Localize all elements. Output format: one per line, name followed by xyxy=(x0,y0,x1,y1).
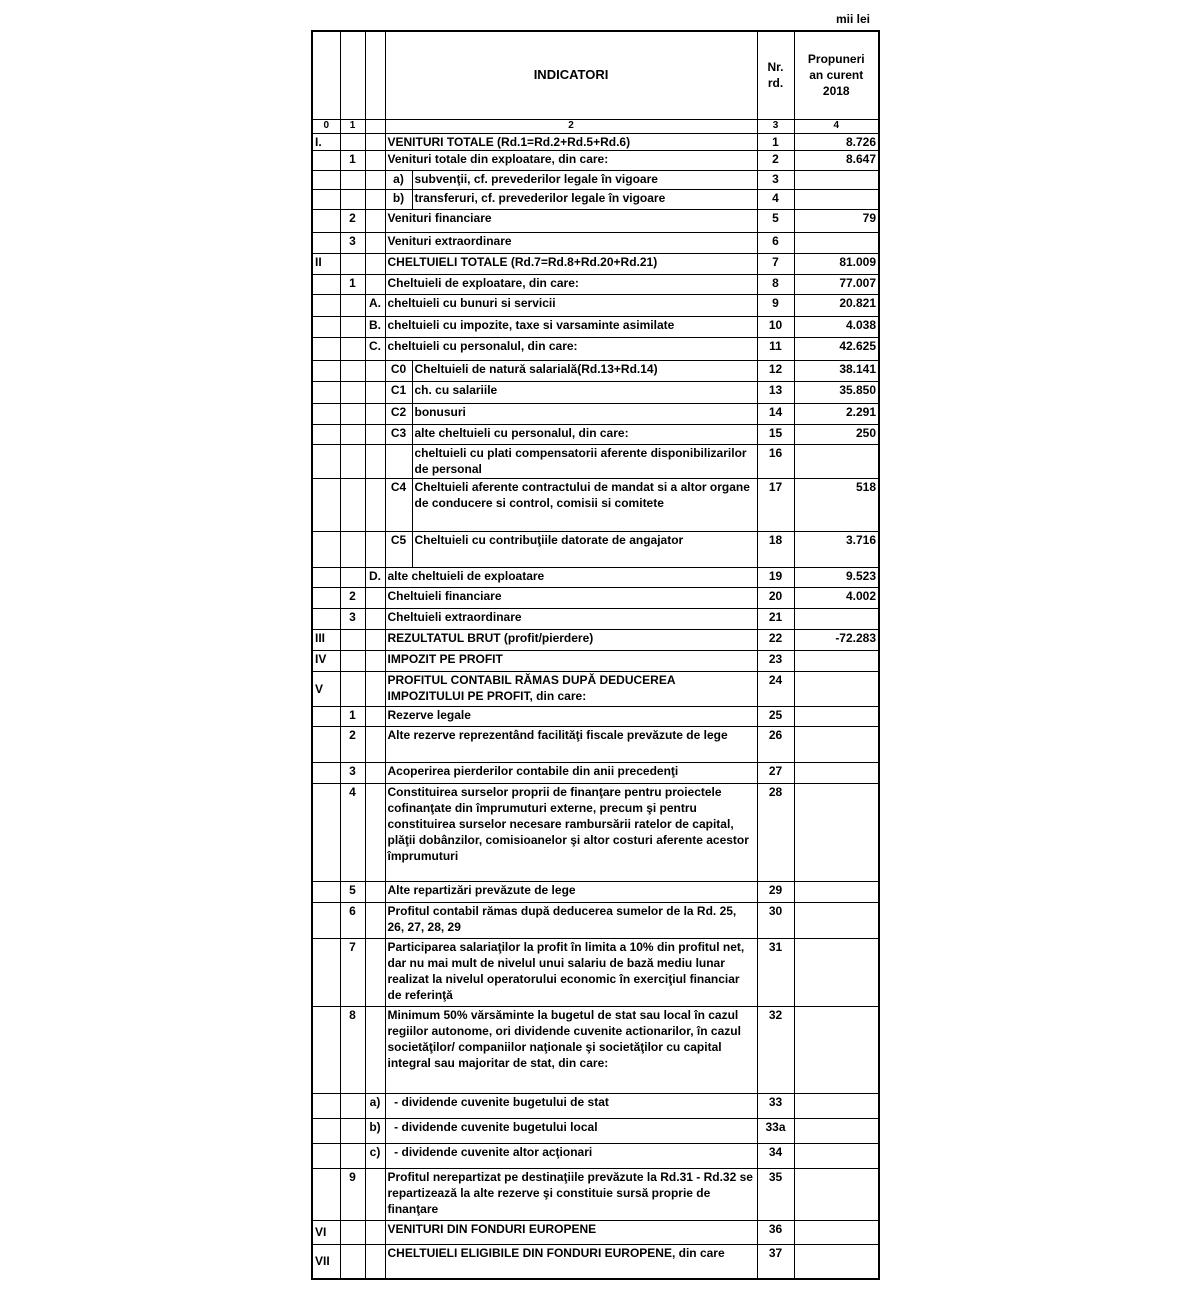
table-row xyxy=(312,150,879,170)
indicator-label: CHELTUIELI TOTALE (Rd.7=Rd.8+Rd.20+Rd.21) xyxy=(385,253,757,274)
row-number: 20 xyxy=(757,587,794,608)
row-number: 21 xyxy=(757,608,794,629)
sub-label: C2 xyxy=(385,403,412,424)
indicator-label: Cheltuieli aferente contractului de mandat si a altor organe de conducere si control, comisii si comitete xyxy=(412,478,757,531)
indicator-label: Rezerve legale xyxy=(385,706,757,726)
item-number: 2 xyxy=(340,587,365,608)
table-row xyxy=(312,274,879,294)
table-row xyxy=(312,762,879,783)
row-number: 33a xyxy=(757,1118,794,1143)
row-value: 20.821 xyxy=(794,294,879,316)
row-number: 27 xyxy=(757,762,794,783)
table-row xyxy=(312,403,879,424)
indicator-label: - dividende cuvenite bugetului de stat xyxy=(385,1093,757,1118)
row-value: 42.625 xyxy=(794,337,879,360)
column-number: 4 xyxy=(794,119,879,133)
row-value xyxy=(794,706,879,726)
table-row xyxy=(312,133,879,150)
header-nr-rd: Nr. rd. xyxy=(757,31,794,119)
row-value: 2.291 xyxy=(794,403,879,424)
row-number: 22 xyxy=(757,629,794,650)
table-row xyxy=(312,629,879,650)
indicator-label: bonusuri xyxy=(412,403,757,424)
row-number: 28 xyxy=(757,783,794,881)
indicator-label: cheltuieli cu bunuri si servicii xyxy=(385,294,757,316)
row-value xyxy=(794,783,879,881)
row-value: 81.009 xyxy=(794,253,879,274)
sub-label xyxy=(385,444,412,478)
item-number: 2 xyxy=(340,726,365,762)
indicator-label: Acoperirea pierderilor contabile din anii precedenţi xyxy=(385,762,757,783)
column-number-row xyxy=(312,119,879,133)
table-row xyxy=(312,209,879,232)
item-number: 2 xyxy=(340,209,365,232)
header-blank-1 xyxy=(340,31,365,119)
budget-table xyxy=(311,30,880,1280)
table-row xyxy=(312,650,879,671)
item-number: 6 xyxy=(340,902,365,938)
indicator-label: Minimum 50% vărsăminte la bugetul de stat sau local în cazul regiilor autonome, ori dividende cuvenite actionarilor, în cazul societăţilor/ companiilor naţionale şi societăţilor cu capital integral sau majoritar de stat, din care: xyxy=(385,1006,757,1093)
indicator-label: ch. cu salariile xyxy=(412,381,757,403)
row-number: 1 xyxy=(757,133,794,150)
letter-label: b) xyxy=(365,1118,385,1143)
header-blank-0 xyxy=(312,31,340,119)
column-number: 2 xyxy=(385,119,757,133)
row-number: 14 xyxy=(757,403,794,424)
row-value: 8.647 xyxy=(794,150,879,170)
row-number: 4 xyxy=(757,189,794,209)
row-number: 10 xyxy=(757,316,794,337)
table-row xyxy=(312,587,879,608)
sub-label: C0 xyxy=(385,360,412,381)
indicator-label: Venituri extraordinare xyxy=(385,232,757,253)
table-row xyxy=(312,531,879,567)
row-value xyxy=(794,1168,879,1220)
row-number: 17 xyxy=(757,478,794,531)
table-row xyxy=(312,726,879,762)
item-number: 1 xyxy=(340,150,365,170)
row-value: 77.007 xyxy=(794,274,879,294)
column-number-blank xyxy=(365,119,385,133)
table-row xyxy=(312,1093,879,1118)
header-propuneri: Propuneri an curent 2018 xyxy=(794,31,879,119)
table-row xyxy=(312,316,879,337)
table-row xyxy=(312,1143,879,1168)
row-number: 2 xyxy=(757,150,794,170)
indicator-label: Cheltuieli cu contribuţiile datorate de angajator xyxy=(412,531,757,567)
row-value: 4.002 xyxy=(794,587,879,608)
table-row xyxy=(312,478,879,531)
column-number: 1 xyxy=(340,119,365,133)
row-number: 29 xyxy=(757,881,794,902)
letter-label: C. xyxy=(365,337,385,360)
letter-label: A. xyxy=(365,294,385,316)
section-roman: VI xyxy=(312,1220,340,1244)
section-roman: III xyxy=(312,629,340,650)
letter-label: c) xyxy=(365,1143,385,1168)
table-row xyxy=(312,783,879,881)
sub-label: C3 xyxy=(385,424,412,444)
indicator-label: Cheltuieli de natură salarială(Rd.13+Rd.14) xyxy=(412,360,757,381)
row-number: 18 xyxy=(757,531,794,567)
indicator-label: Constituirea surselor proprii de finanţare pentru proiectele cofinanţate din împrumuturi externe, precum şi pentru constituirea surselor necesare rambursării ratelor de capital, plăţii dobânzilor, comisioanelor şi altor costuri aferente acestor împrumuturi xyxy=(385,783,757,881)
row-value: 3.716 xyxy=(794,531,879,567)
row-value xyxy=(794,650,879,671)
table-row xyxy=(312,337,879,360)
indicator-label: Profitul contabil rămas după deducerea sumelor de la Rd. 25, 26, 27, 28, 29 xyxy=(385,902,757,938)
table-row xyxy=(312,608,879,629)
indicator-label: cheltuieli cu personalul, din care: xyxy=(385,337,757,360)
row-number: 34 xyxy=(757,1143,794,1168)
row-value xyxy=(794,1244,879,1279)
item-number: 3 xyxy=(340,608,365,629)
section-roman: IV xyxy=(312,650,340,671)
row-value xyxy=(794,1093,879,1118)
row-value xyxy=(794,762,879,783)
table-row xyxy=(312,294,879,316)
indicator-label: alte cheltuieli cu personalul, din care: xyxy=(412,424,757,444)
indicator-label: VENITURI TOTALE (Rd.1=Rd.2+Rd.5+Rd.6) xyxy=(385,133,757,150)
row-number: 32 xyxy=(757,1006,794,1093)
indicator-label: Cheltuieli de exploatare, din care: xyxy=(385,274,757,294)
row-value xyxy=(794,1220,879,1244)
sub-label: C4 xyxy=(385,478,412,531)
sub-label: C5 xyxy=(385,531,412,567)
item-number: 8 xyxy=(340,1006,365,1093)
sub-label: a) xyxy=(385,170,412,189)
table-row xyxy=(312,253,879,274)
row-value xyxy=(794,608,879,629)
row-number: 35 xyxy=(757,1168,794,1220)
row-number: 19 xyxy=(757,567,794,587)
table-row xyxy=(312,567,879,587)
indicator-label: Alte rezerve reprezentând facilităţi fiscale prevăzute de lege xyxy=(385,726,757,762)
row-number: 8 xyxy=(757,274,794,294)
column-number: 3 xyxy=(757,119,794,133)
row-number: 37 xyxy=(757,1244,794,1279)
row-number: 11 xyxy=(757,337,794,360)
row-value xyxy=(794,881,879,902)
row-value xyxy=(794,938,879,1006)
table-row xyxy=(312,189,879,209)
row-number: 5 xyxy=(757,209,794,232)
row-value: 518 xyxy=(794,478,879,531)
row-value xyxy=(794,232,879,253)
indicator-label: - dividende cuvenite bugetului local xyxy=(385,1118,757,1143)
item-number: 1 xyxy=(340,274,365,294)
row-number: 16 xyxy=(757,444,794,478)
row-number: 6 xyxy=(757,232,794,253)
indicator-label: Cheltuieli financiare xyxy=(385,587,757,608)
row-value: 250 xyxy=(794,424,879,444)
table-row xyxy=(312,1244,879,1279)
section-roman: V xyxy=(312,671,340,706)
row-number: 9 xyxy=(757,294,794,316)
row-number: 15 xyxy=(757,424,794,444)
row-value xyxy=(794,671,879,706)
indicator-label: VENITURI DIN FONDURI EUROPENE xyxy=(385,1220,757,1244)
row-value: 35.850 xyxy=(794,381,879,403)
indicator-label: cheltuieli cu plati compensatorii aferente disponibilizarilor de personal xyxy=(412,444,757,478)
letter-label: B. xyxy=(365,316,385,337)
item-number: 3 xyxy=(340,762,365,783)
section-roman: VII xyxy=(312,1244,340,1279)
table-row xyxy=(312,1006,879,1093)
indicator-label: transferuri, cf. prevederilor legale în vigoare xyxy=(412,189,757,209)
indicator-label: alte cheltuieli de exploatare xyxy=(385,567,757,587)
row-value xyxy=(794,1006,879,1093)
table-row xyxy=(312,881,879,902)
row-number: 36 xyxy=(757,1220,794,1244)
row-value: 8.726 xyxy=(794,133,879,150)
indicator-label: Venituri totale din exploatare, din care: xyxy=(385,150,757,170)
row-value: 4.038 xyxy=(794,316,879,337)
indicator-label: REZULTATUL BRUT (profit/pierdere) xyxy=(385,629,757,650)
sub-label: b) xyxy=(385,189,412,209)
row-number: 23 xyxy=(757,650,794,671)
sub-label: C1 xyxy=(385,381,412,403)
indicator-label: Alte repartizări prevăzute de lege xyxy=(385,881,757,902)
header-indicatori: INDICATORI xyxy=(385,31,757,119)
row-value xyxy=(794,1118,879,1143)
table-row xyxy=(312,424,879,444)
row-number: 25 xyxy=(757,706,794,726)
indicator-label: Venituri financiare xyxy=(385,209,757,232)
letter-label: D. xyxy=(365,567,385,587)
row-value xyxy=(794,444,879,478)
table-row xyxy=(312,381,879,403)
item-number: 7 xyxy=(340,938,365,1006)
indicator-label: Profitul nerepartizat pe destinaţiile prevăzute la Rd.31 - Rd.32 se repartizează la alte rezerve şi constituie sursă proprie de finanţare xyxy=(385,1168,757,1220)
row-number: 7 xyxy=(757,253,794,274)
row-value: -72.283 xyxy=(794,629,879,650)
table-row xyxy=(312,706,879,726)
row-number: 24 xyxy=(757,671,794,706)
table-row xyxy=(312,170,879,189)
indicator-label: cheltuieli cu impozite, taxe si varsaminte asimilate xyxy=(385,316,757,337)
row-number: 33 xyxy=(757,1093,794,1118)
column-number: 0 xyxy=(312,119,340,133)
row-number: 3 xyxy=(757,170,794,189)
row-number: 30 xyxy=(757,902,794,938)
unit-label: mii lei xyxy=(836,12,871,26)
row-value xyxy=(794,902,879,938)
row-value xyxy=(794,726,879,762)
indicator-label: CHELTUIELI ELIGIBILE DIN FONDURI EUROPENE, din care xyxy=(385,1244,757,1279)
item-number: 1 xyxy=(340,706,365,726)
table-row xyxy=(312,444,879,478)
item-number: 4 xyxy=(340,783,365,881)
row-value xyxy=(794,1143,879,1168)
row-number: 26 xyxy=(757,726,794,762)
indicator-label: Cheltuieli extraordinare xyxy=(385,608,757,629)
indicator-label: PROFITUL CONTABIL RĂMAS DUPĂ DEDUCEREA IMPOZITULUI PE PROFIT, din care: xyxy=(385,671,757,706)
row-value xyxy=(794,189,879,209)
table-row xyxy=(312,1220,879,1244)
item-number: 5 xyxy=(340,881,365,902)
row-number: 12 xyxy=(757,360,794,381)
indicator-label: IMPOZIT PE PROFIT xyxy=(385,650,757,671)
row-value: 38.141 xyxy=(794,360,879,381)
table-row xyxy=(312,671,879,706)
letter-label: a) xyxy=(365,1093,385,1118)
row-value xyxy=(794,170,879,189)
row-number: 13 xyxy=(757,381,794,403)
header-blank-2 xyxy=(365,31,385,119)
indicator-label: subvenţii, cf. prevederilor legale în vigoare xyxy=(412,170,757,189)
table-row xyxy=(312,902,879,938)
row-number: 31 xyxy=(757,938,794,1006)
row-value: 79 xyxy=(794,209,879,232)
table-row xyxy=(312,1118,879,1143)
table-row xyxy=(312,360,879,381)
item-number: 9 xyxy=(340,1168,365,1220)
table-row xyxy=(312,1168,879,1220)
indicator-label: Participarea salariaţilor la profit în limita a 10% din profitul net, dar nu mai mult de nivelul unui salariu de bază mediu lunar realizat la nivelul operatorului economic în exerciţiul financiar de referinţă xyxy=(385,938,757,1006)
section-roman: II xyxy=(312,253,340,274)
item-number: 3 xyxy=(340,232,365,253)
indicator-label: - dividende cuvenite altor acţionari xyxy=(385,1143,757,1168)
table-row xyxy=(312,938,879,1006)
section-roman: I. xyxy=(312,133,340,150)
table-row xyxy=(312,232,879,253)
header-row xyxy=(312,31,879,119)
row-value: 9.523 xyxy=(794,567,879,587)
